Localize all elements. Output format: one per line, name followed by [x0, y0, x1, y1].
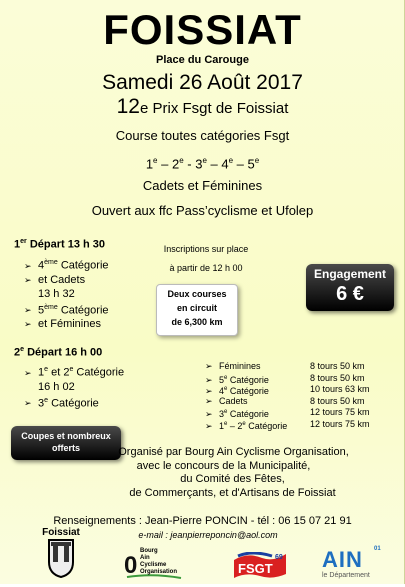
second-departure-list: [24, 363, 124, 410]
list-item: ➢ Cadets 8 tours 50 km: [205, 395, 365, 406]
race-name: [0, 96, 405, 120]
bourg-ain-logo-text: Bourg Ain Cyclisme Organisation: [140, 548, 178, 575]
list-item: ➢ 1e et 2e Catégorie: [24, 366, 125, 379]
contact-email[interactable]: e-mail : jeanpierreponcin@aol.com: [138, 530, 278, 540]
fsgt-logo-text: FSGT: [238, 561, 273, 576]
ain-logo-text: AIN: [322, 547, 363, 572]
fsgt-logo-number: 69: [275, 554, 283, 561]
cadets-feminines: Cadets et Féminines: [142, 178, 263, 193]
list-item: ➢ Féminines 8 tours 50 km: [205, 361, 365, 371]
list-item: ➢ 5e Catégorie 8 tours 50 km: [205, 372, 365, 385]
shield-icon: [32, 538, 90, 578]
list-item: ➢ et Féminines: [24, 318, 101, 331]
event-date: Samedi 26 Août 2017: [102, 71, 303, 94]
list-item: 16 h 02: [38, 380, 75, 393]
courses-box: Deux courses en circuit de 6,300 km: [156, 284, 238, 336]
list-item: ➢ 4ème Catégorie: [24, 259, 109, 272]
venue: Place du Carouge: [156, 54, 249, 66]
ain-logo-number: 01: [374, 546, 381, 552]
course-type: Course toutes catégories Fsgt: [115, 128, 290, 143]
bourg-ain-logo: [123, 547, 183, 581]
page-title: FOISSIAT: [103, 6, 302, 53]
inscriptions: Inscriptions sur place à partir de 12 h 00: [163, 244, 249, 273]
foissiat-logo-text: Foissiat: [42, 527, 80, 538]
svg-text:0: 0: [124, 552, 138, 579]
list-item: ➢ 3e Catégorie 12 tours 75 km: [205, 407, 370, 419]
ain-logo: [322, 548, 386, 582]
engagement-box: [306, 264, 394, 311]
list-item: ➢ et Cadets: [24, 273, 86, 286]
categories-line: 1e – 2e - 3e – 4e – 5e: [145, 156, 260, 172]
open-to: Ouvert aux ffc Pass’cyclisme et Ufolep: [91, 203, 314, 218]
race-title: Prix Fsgt de Foissiat: [148, 100, 289, 117]
fsgt-logo: [232, 552, 288, 582]
prizes-box: Coupes et nombreux offerts: [11, 426, 121, 460]
second-departure-heading: 2e Départ 16 h 00: [14, 346, 103, 359]
organisation: Organisé par Bourg Ain Cyclisme Organisation, avec le concours de la Municipalité, du Comité des Fêtes, de Commerçants, et d'Artisans de Foissiat: [118, 446, 349, 499]
list-item: ➢ 1e – 2e Catégorie 12 tours 75 km: [205, 418, 370, 431]
list-item: 13 h 32: [38, 287, 75, 300]
engagement-label: Engagement: [313, 267, 386, 281]
first-departure-list: [24, 256, 109, 331]
distances-list: [205, 361, 395, 430]
engagement-price: 6 €: [336, 283, 364, 305]
first-departure-heading: 1er Départ 13 h 30: [14, 238, 106, 251]
contact: Renseignements : Jean-Pierre PONCIN - tél : 06 15 07 21 91: [53, 515, 352, 527]
list-item: ➢ 4e Catégorie 10 tours 63 km: [205, 384, 370, 396]
foissiat-logo: [32, 527, 90, 581]
race-edition-suffix: e: [139, 100, 149, 117]
list-item: ➢ 5ème Catégorie: [24, 303, 109, 317]
list-item: ➢ 3e Catégorie: [24, 396, 99, 410]
race-edition: 12: [116, 95, 140, 118]
ain-logo-subtitle: le Département: [322, 572, 370, 579]
